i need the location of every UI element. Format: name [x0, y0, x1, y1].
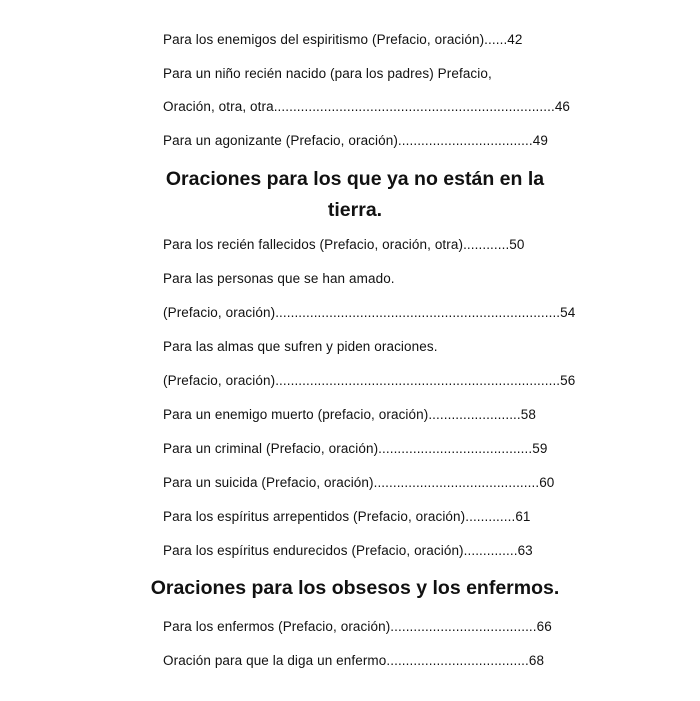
toc-entry	[163, 99, 571, 115]
toc-entry-page: 58	[520, 407, 536, 422]
toc-entry-page: 60	[539, 475, 555, 490]
toc-entry-text: Para las personas que se han amado.	[163, 271, 395, 286]
section-heading-line: tierra.	[327, 199, 383, 221]
toc-entry	[163, 619, 552, 635]
toc-entry	[163, 653, 545, 669]
toc-entry-page: 56	[560, 373, 576, 388]
toc-entry	[163, 373, 576, 389]
toc-entry-page: 68	[528, 653, 545, 668]
toc-entry	[163, 543, 533, 559]
toc-entry	[163, 441, 548, 457]
toc-entry-text: Para un agonizante (Prefacio, oración)...................................	[163, 133, 533, 148]
section-heading	[150, 164, 560, 226]
toc-entry-text: Para los enemigos del espiritismo (Prefacio, oración)......	[163, 32, 508, 47]
toc-entry	[163, 509, 529, 525]
toc-entry-text: Para un enemigo muerto (prefacio, oración)........................	[163, 407, 521, 422]
toc-entry-text: Para un suicida (Prefacio, oración)...........................................	[163, 475, 540, 490]
section-heading-line: Oraciones para los que ya no están en la	[165, 168, 545, 190]
toc-entry	[163, 32, 529, 48]
toc-entry-text: Para los espíritus endurecidos (Prefacio, oración)..............	[163, 543, 518, 558]
section-heading	[130, 573, 580, 604]
toc-entry-page: 42	[507, 32, 523, 47]
toc-entry-text: Para un criminal (Prefacio, oración)........................................	[163, 441, 533, 456]
toc-entry-page: 66	[536, 619, 552, 634]
toc-entry-text: Oración para que la diga un enfermo.....................................	[163, 653, 529, 668]
toc-entry-page: 63	[517, 543, 533, 558]
toc-entry-text: Para los recién fallecidos (Prefacio, oración, otra)............	[163, 237, 510, 252]
toc-entry-text: Para un niño recién nacido (para los padres) Prefacio,	[163, 66, 492, 81]
toc-entry	[163, 237, 529, 253]
toc-entry-page: 50	[509, 237, 525, 252]
toc-entry	[163, 133, 548, 149]
toc-entry-text: (Prefacio, oración)..........................................................................	[163, 305, 561, 320]
toc-entry	[163, 66, 529, 82]
toc-entry-page: 46	[554, 99, 571, 114]
toc-entry-text: Para las almas que sufren y piden oraciones.	[163, 339, 438, 354]
toc-entry-text: Oración, otra, otra.........................................................................	[163, 99, 555, 114]
toc-entry-page: 54	[560, 305, 576, 320]
toc-entry-text: (Prefacio, oración)..........................................................................	[163, 373, 561, 388]
toc-entry	[163, 305, 576, 321]
toc-entry	[163, 339, 529, 355]
toc-entry	[163, 271, 529, 287]
toc-entry	[163, 407, 536, 423]
toc-entry-page: 61	[515, 509, 531, 524]
toc-entry-page: 49	[532, 133, 548, 148]
toc-entry-text: Para los enfermos (Prefacio, oración)......................................	[163, 619, 537, 634]
toc-entry	[163, 475, 555, 491]
toc-entry-page: 59	[532, 441, 548, 456]
toc-entry-text: Para los espíritus arrepentidos (Prefacio, oración).............	[163, 509, 516, 524]
section-heading-line: Oraciones para los obsesos y los enfermos.	[150, 577, 560, 599]
